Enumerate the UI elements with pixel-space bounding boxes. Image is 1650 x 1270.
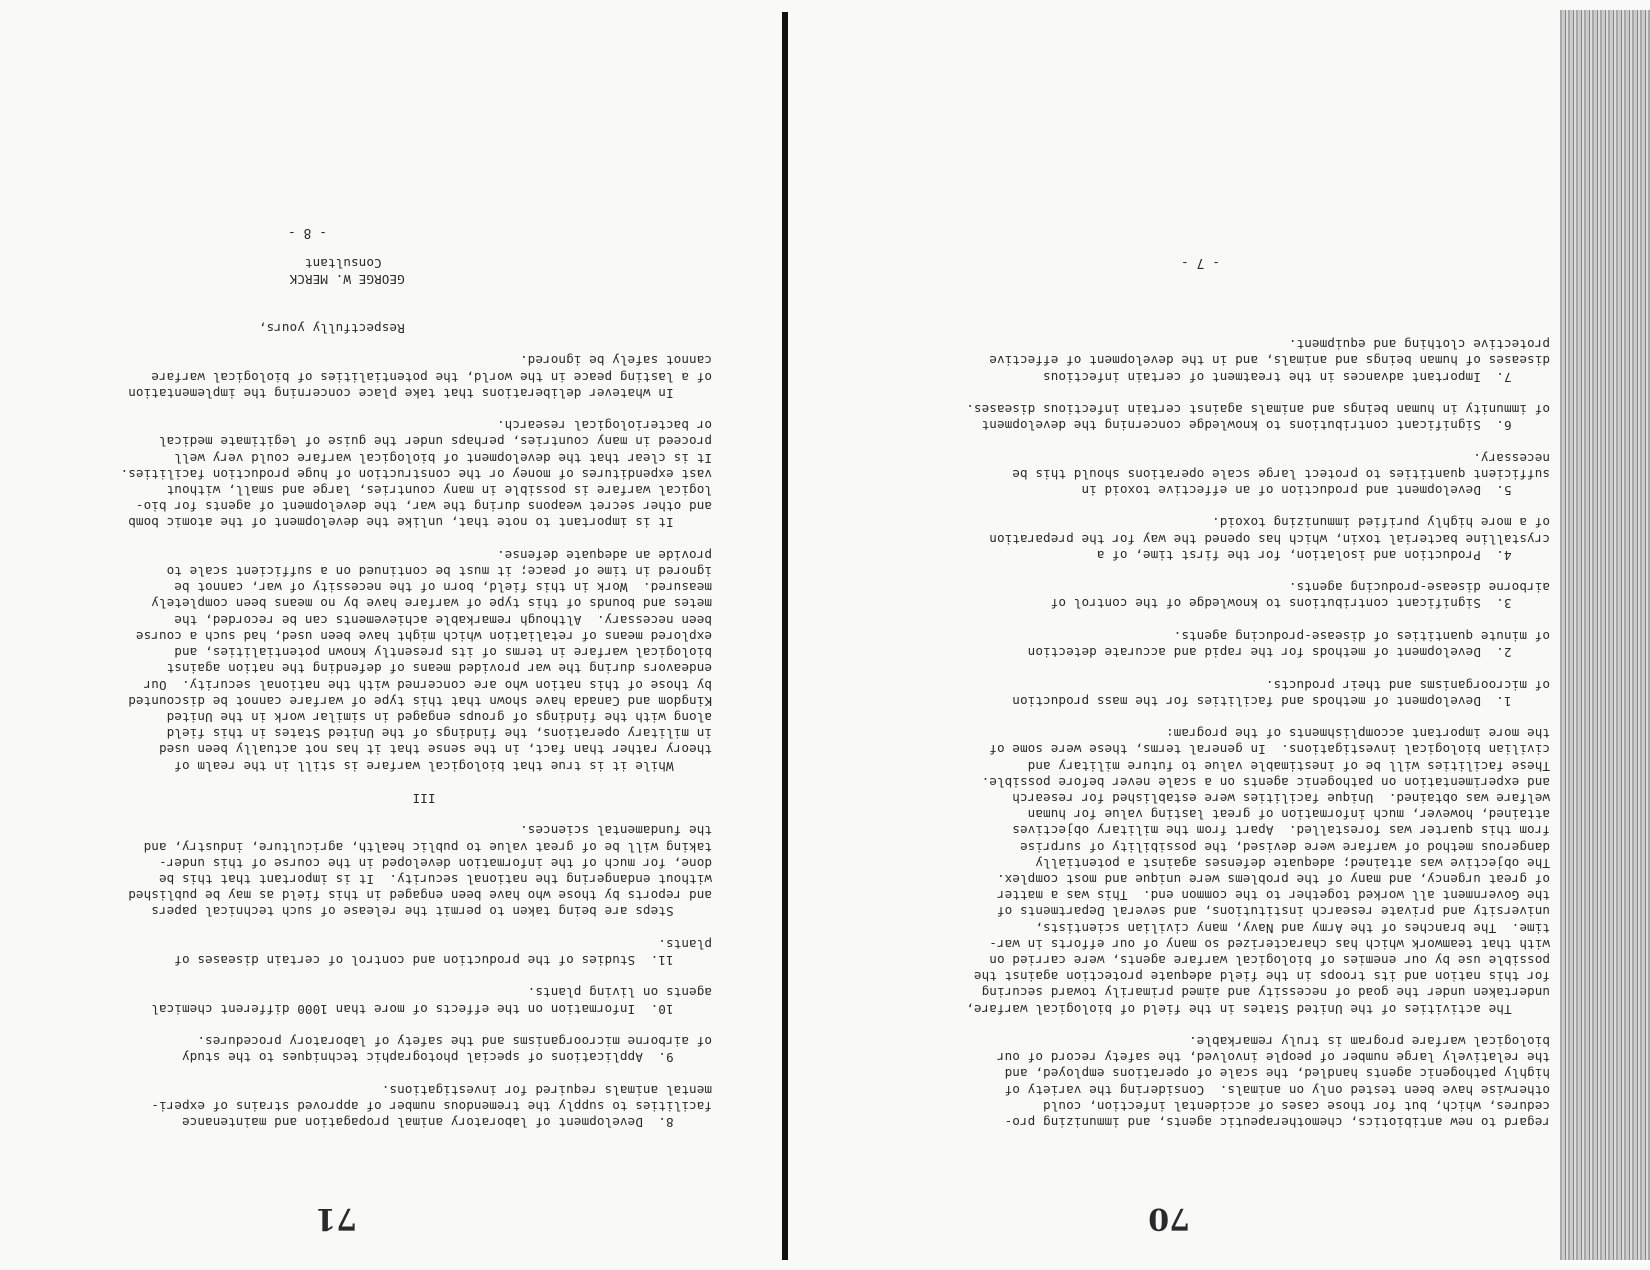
text-line: The objective was attained; adequate defenses against a potentially [1035,855,1550,871]
text-line: in military operations, the findings of the United States in this field [166,726,712,742]
text-line [0,774,712,790]
text-line: and experimentation on pathogenic agents on a scale never before possible. [981,774,1550,790]
text-line: metes and bounds of this type of warfare have by no means been completely [151,596,712,612]
page-70 [782,0,1650,1270]
text-line: dangerous method of warfare were devised, the possibility of surprise [1019,839,1550,855]
text-line [0,304,712,320]
text-line [0,287,712,303]
text-line [810,498,1550,514]
text-line: Steps are being taken to permit the release of such technical papers [151,904,712,920]
text-line: done, for much of the information developed in the course of this under- [158,855,712,871]
page-number-70: 70 [1148,1201,1190,1236]
text-line [810,709,1550,725]
page-edge-shadow [1560,10,1650,1260]
text-line: been necessary. Although remarkable achievements can be recorded, the [174,612,712,628]
text-line [0,1017,712,1033]
page-70-body [810,336,1550,1130]
text-line: mental animals required for investigations. [381,1082,712,1098]
text-line: necessary. [1473,450,1550,466]
text-line [810,1017,1550,1033]
text-line: 1. Development of methods and facilities for the mass production [1012,693,1550,709]
text-line [810,433,1550,449]
text-line: sufficient quantities to protect large scale operations should this be [1012,466,1550,482]
text-line [810,385,1550,401]
page-71 [0,0,782,1270]
text-line: possible use by our enemies of biological warfare agents, were carried on [989,952,1550,968]
text-line: for this nation and its troops in the field adequate protection against the [973,969,1550,985]
text-line: It is clear that the development of biological warfare could very well [174,450,712,466]
text-line: 10. Information on the effects of more than 1000 different chemical [151,1001,712,1017]
text-line: of a more highly purified immunizing toxoid. [1211,515,1550,531]
text-line: provide an adequate defense. [496,547,712,563]
text-line: 2. Development of methods for the rapid and accurate detection [1027,645,1550,661]
text-line: of airborne microorganisms and the safety of laboratory procedures. [197,1033,712,1049]
text-line: biological warfare in terms of its presently known potentialities, and [174,645,712,661]
text-line: the more important accomplishments of the program: [1165,726,1550,742]
text-line: or bacteriological research. [496,418,712,434]
text-line: Kingdom and Canada have shown that this type of warfare cannot be discounted [128,693,712,709]
text-line: taking will be of great value to public health, agriculture, industry, and [143,839,712,855]
text-line: the Government all worked together to the common end. This was a matter [996,888,1550,904]
text-line: airborne disease-producing agents. [1288,580,1550,596]
text-line: explored means of retaliation which might have been used, had such a course [135,628,712,644]
text-line: undertaken under the goad of necessity and aimed primarily toward securing [981,985,1550,1001]
text-line: highly pathogenic agents handled, the scale of operations employed, and [1004,1066,1550,1082]
text-line: and reports by those who have been engaged in this field as may be published [128,888,712,904]
text-line: cannot safely be ignored. [519,353,712,369]
text-line [0,401,712,417]
text-line [0,968,712,984]
text-line: civilian biological investigations. In general terms, these were some of [989,742,1550,758]
text-line [810,612,1550,628]
text-line: 11. Studies of the production and control of certain diseases of [174,952,712,968]
text-line: endeavors during the war provided means of defending the nation against [166,661,712,677]
text-line: 7. Important advances in the treatment of certain infectious [1042,369,1550,385]
text-line [0,530,712,546]
text-line: In whatever deliberations that take place concerning the implementation [128,385,712,401]
text-line: 6. Significant contributions to knowledge concerning the development [981,418,1550,434]
text-line [0,806,712,822]
text-line: the relatively large number of people involved, the safety record of our [996,1050,1550,1066]
text-line: These facilities will be of inestimable value to future military and [1027,758,1550,774]
text-line: of great urgency, and many of the problems were unique and most complex. [996,871,1550,887]
text-line [0,919,712,935]
text-line: biological warfare program is truly remarkable. [1188,1033,1550,1049]
text-line: with that teamwork which has characterized so many of our efforts in war- [989,936,1550,952]
text-line [810,563,1550,579]
text-line: diseases of human beings and animals, and in the development of effective [989,353,1550,369]
text-line: without endangering the national security. It is important that this be [158,871,712,887]
page-70-footer: - 7 - [1180,255,1220,270]
text-line: time. The branches of the Army and Navy, many civilian scientists, [1035,920,1550,936]
text-line: crystalline bacterial toxin, which has opened the way for the preparation [989,531,1550,547]
text-line: along with the findings of groups engaged in similar work in the United [166,709,712,725]
text-line: cedures, which, but for those cases of accidental infection, could [1042,1098,1550,1114]
text-line: 8. Development of laboratory animal propagation and maintenance [181,1115,712,1130]
text-line: 3. Significant contributions to knowledge of the control of [1050,596,1550,612]
text-line: of microorganisms and their products. [1265,677,1550,693]
text-line: Consultant [304,256,712,272]
text-line: 9. Applications of special photographic techniques to the study [181,1050,712,1066]
text-line: It is important to note that, unlike the development of the atomic bomb [128,515,712,531]
text-line: Respectfully yours, [258,321,712,337]
text-line: While it is true that biological warfare is still in the realm of [174,758,712,774]
text-line: of a lasting peace in the world, the potentialities of biological warfare [151,369,712,385]
text-line: by those of this nation who are concerned with the national security. Our [143,677,712,693]
text-line: plants. [658,936,712,952]
page-71-body [0,255,712,1130]
text-line: the fundamental sciences. [519,823,712,839]
text-line: proceed in many countries, perhaps under the guise of legitimate medical [158,434,712,450]
text-line: university and private research institutions, and several Departments of [996,904,1550,920]
text-line: attained, however, much information of great lasting value for human [1027,807,1550,823]
text-line: logical warfare is possible in many countries, large and small, without [166,483,712,499]
text-line: 5. Development and production of an effective toxoid in [1081,483,1550,499]
text-line: III [412,790,712,806]
text-line: of immunity in human beings and animals against certain infectious diseases. [966,402,1550,418]
page-71-footer: - 8 - [287,225,327,240]
text-line [0,336,712,352]
text-line: GEORGE W. MERCK [289,272,712,288]
text-line: vast expenditures of money or the construction of huge production facilities. [120,466,712,482]
text-line: agents on living plants. [527,985,712,1001]
text-line: otherwise have been tested only on animals. Considering the variety of [1004,1082,1550,1098]
page-number-71: 71 [315,1201,357,1236]
text-line: welfare was obtained. Unique facilities were established for research [1012,790,1550,806]
text-line: The activities of the United States in the field of biological warfare, [966,1001,1550,1017]
text-line: 4. Production and isolation, for the first time, of a [1096,547,1550,563]
text-line: regard to new antibiotics, chemotherapeutic agents, and immunizing pro- [1004,1115,1550,1130]
text-line: facilities to supply the tremendous number of approved strains of experi- [151,1098,712,1114]
text-line: and other secret weapons during the war, the development of agents for bio- [135,499,712,515]
text-line: of minute quantities of disease-producing agents. [1173,628,1550,644]
text-line [810,660,1550,676]
text-line: measured. Work in this field, born of the necessity of war, cannot be [174,580,712,596]
text-line: theory rather than fact, in the sense that it has not actually been used [158,742,712,758]
text-line [0,1065,712,1081]
text-line: ignored in time of peace; it must be continued on a sufficient scale to [166,564,712,580]
text-line: protective clothing and equipment. [1288,337,1550,353]
text-line: from this quarter was forestalled. Apart from the military objectives [1012,823,1550,839]
